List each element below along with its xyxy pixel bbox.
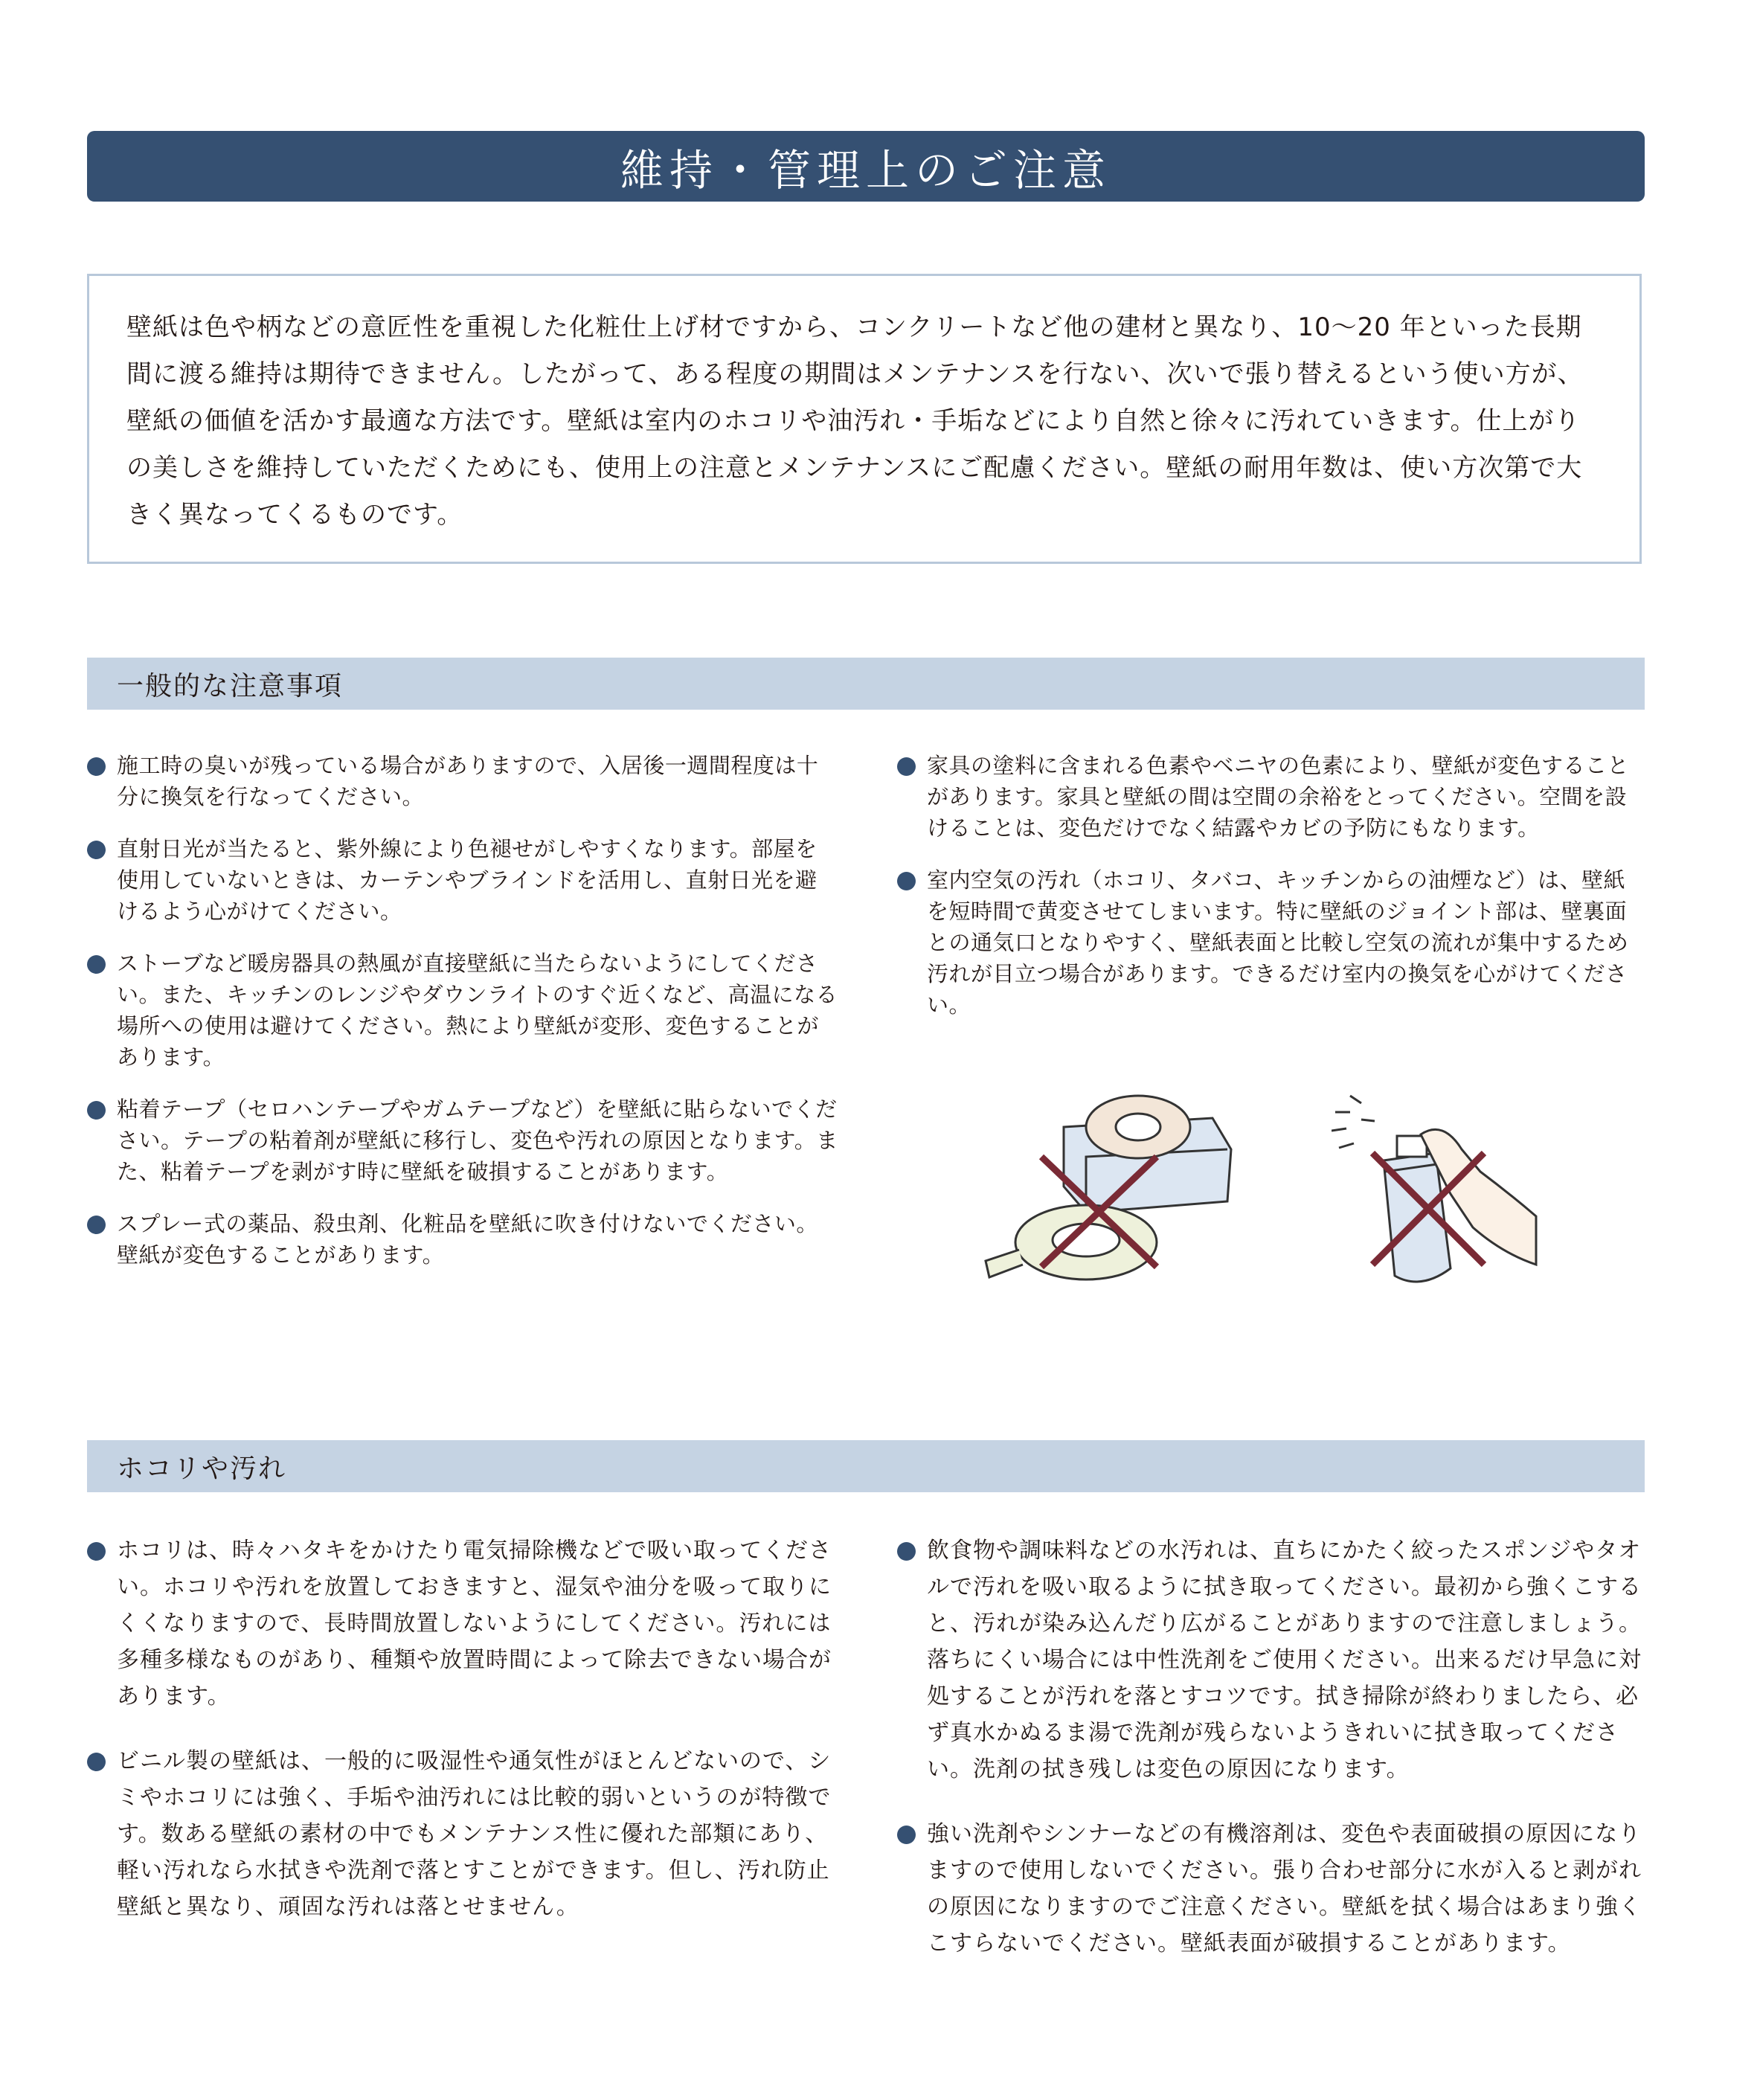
bullet-icon — [87, 1101, 106, 1120]
dust-left-column — [87, 1532, 838, 1953]
list-item: 施工時の臭いが残っている場合がありますので、入居後一週間程度は十分に換気を行なってください。 — [87, 750, 838, 812]
bullet-icon — [87, 1542, 106, 1561]
list-item: ストーブなど暖房器具の熱風が直接壁紙に当たらないようにしてください。また、キッチンのレンジやダウンライトのすぐ近くなど、高温になる場所への使用は避けてください。熱により壁紙が変形、変色することがあります。 — [87, 948, 838, 1073]
section-heading: ホコリや汚れ — [117, 1453, 287, 1484]
spray-prohibited-illustration — [1332, 1090, 1540, 1291]
general-left-column — [87, 750, 838, 1291]
spray-mist-icon — [1332, 1096, 1375, 1148]
list-item: 飲食物や調味料などの水汚れは、直ちにかたく絞ったスポンジやタオルで汚れを吸い取るように拭き取ってください。最初から強くこすると、汚れが染み込んだり広がることがありますので注意しましょう。落ちにくい場合には中性洗剤をご使用ください。出来るだけ早急に対処することが汚れを落とすコツです。拭き掃除が終わりましたら、必ず真水かぬるま湯で洗剤が残らないようきれいに拭き取ってください。洗剤の拭き残しは変色の原因になります。 — [897, 1532, 1645, 1788]
intro-box — [87, 274, 1642, 564]
section-header-general — [87, 658, 1645, 710]
section-heading: 一般的な注意事項 — [117, 670, 344, 701]
bullet-icon — [897, 1826, 916, 1844]
bullet-icon — [87, 1216, 106, 1234]
list-item: 粘着テープ（セロハンテープやガムテープなど）を壁紙に貼らないでください。テープの粘着剤が壁紙に移行し、変色や汚れの原因となります。また、粘着テープを剥がす時に壁紙を破損することがあります。 — [87, 1094, 838, 1187]
list-item: 家具の塗料に含まれる色素やベニヤの色素により、壁紙が変色することがあります。家具と壁紙の間は空間の余裕をとってください。空間を設けることは、変色だけでなく結露やカビの予防にもなります。 — [897, 750, 1645, 844]
intro-text: 壁紙は色や柄などの意匠性を重視した化粧仕上げ材ですから、コンクリートなど他の建材と異なり、10〜20 年といった長期間に渡る維持は期待できません。したがって、ある程度の期間はメンテナンスを行ない、次いで張り替えるという使い方が、壁紙の価値を活かす最適な方法です。壁紙は室内のホコリや油汚れ・手垢などにより自然と徐々に汚れていきます。仕上がりの美しさを維持していただくためにも、使用上の注意とメンテナンスにご配慮ください。壁紙の耐用年数は、使い方次第で大きく異なってくるものです。 — [126, 312, 1584, 530]
page-title: 維持・管理上のご注意 — [620, 144, 1111, 196]
bullet-icon — [87, 757, 106, 776]
title-banner — [87, 131, 1645, 202]
list-item: ビニル製の壁紙は、一般的に吸湿性や通気性がほとんどないので、シミやホコリには強く、手垢や油汚れには比較的弱いというのが特徴です。数ある壁紙の素材の中でもメンテナンス性に優れた部類にあり、軽い汚れなら水拭きや洗剤で落とすことができます。但し、汚れ防止壁紙と異なり、頑固な汚れは落とせません。 — [87, 1743, 838, 1925]
bullet-icon — [897, 757, 916, 776]
bullet-icon — [897, 872, 916, 890]
list-item: 強い洗剤やシンナーなどの有機溶剤は、変色や表面破損の原因になりますので使用しないでください。張り合わせ部分に水が入ると剥がれの原因になりますのでご注意ください。壁紙を拭く場合はあまり強くこすらないでください。壁紙表面が破損することがあります。 — [897, 1816, 1645, 1962]
dust-right-column — [897, 1532, 1645, 1990]
bullet-icon — [87, 1753, 106, 1771]
bullet-icon — [87, 841, 106, 859]
section-header-dust — [87, 1440, 1645, 1492]
general-right-column — [897, 750, 1645, 1041]
list-item: 室内空気の汚れ（ホコリ、タバコ、キッチンからの油煙など）は、壁紙を短時間で黄変させてしまいます。特に壁紙のジョイント部は、壁裏面との通気口となりやすく、壁紙表面と比較し空気の流れが集中するため汚れが目立つ場合があります。できるだけ室内の換気を心がけてください。 — [897, 864, 1645, 1021]
list-item: スプレー式の薬品、殺虫剤、化粧品を壁紙に吹き付けないでください。壁紙が変色することがあります。 — [87, 1208, 838, 1271]
tape-prohibited-illustration — [974, 1082, 1242, 1291]
bullet-icon — [87, 955, 106, 974]
list-item: ホコリは、時々ハタキをかけたり電気掃除機などで吸い取ってください。ホコリや汚れを放置しておきますと、湿気や油分を吸って取りにくくなりますので、長時間放置しないようにしてください。汚れには多種多様なものがあり、種類や放置時間によって除去できない場合があります。 — [87, 1532, 838, 1715]
list-item: 直射日光が当たると、紫外線により色褪せがしやすくなります。部屋を使用していないときは、カーテンやブラインドを活用し、直射日光を避けるよう心がけてください。 — [87, 833, 838, 927]
tape-dispenser-icon — [1064, 1096, 1231, 1213]
bullet-icon — [897, 1542, 916, 1561]
